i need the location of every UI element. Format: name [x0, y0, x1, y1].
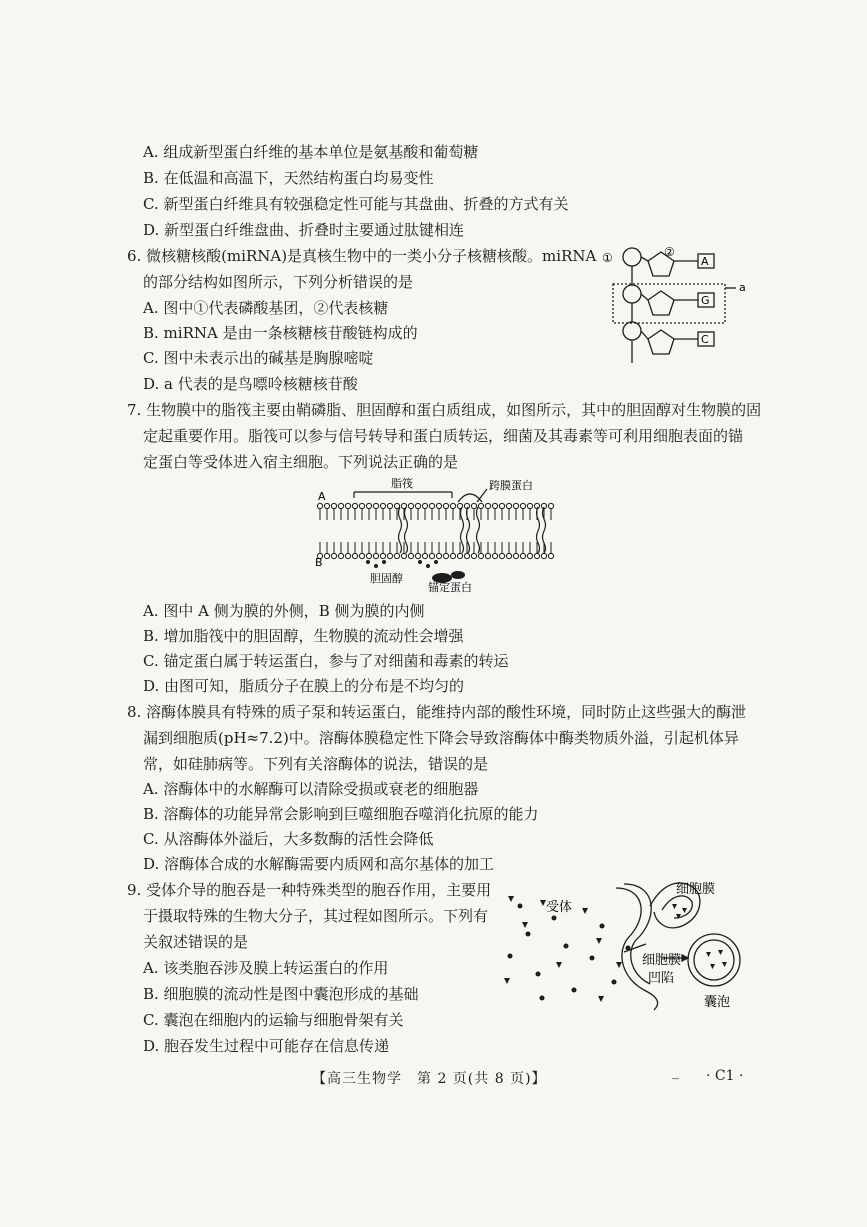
q9-label-pit-line1: 细胞膜: [642, 953, 682, 968]
q9-label-vesicle: 囊泡: [704, 995, 731, 1010]
q5-option-d: D. 新型蛋白纤维盘曲、折叠时主要通过肽键相连: [143, 221, 465, 239]
q6-option-b: B. miRNA 是由一条核糖核苷酸链构成的: [143, 324, 418, 342]
q8-stem-line-2: 漏到细胞质(pH≈7.2)中。溶酶体膜稳定性下降会导致溶酶体中酶类物质外溢，引起机体异: [143, 729, 739, 747]
q8-option-d: D. 溶酶体合成的水解酶需要内质网和高尔基体的加工: [143, 855, 495, 873]
q9-stem-line-1: 9. 受体介导的胞吞是一种特殊类型的胞吞作用，主要用: [127, 881, 492, 899]
q6-label-2: ②: [664, 245, 675, 259]
q5-option-b: B. 在低温和高温下，天然结构蛋白均易变性: [143, 169, 434, 187]
q5-option-a: A. 组成新型蛋白纤维的基本单位是氨基酸和葡萄糖: [143, 143, 479, 161]
q9-stem-line-3: 关叙述错误的是: [143, 933, 249, 951]
lipid-raft-figure: [312, 474, 562, 596]
q7-stem-line-3: 定蛋白等受体进入宿主细胞。下列说法正确的是: [143, 453, 459, 471]
q9-label-pit-line2: 凹陷: [648, 971, 675, 986]
q7-option-a: A. 图中 A 侧为膜的外侧，B 侧为膜的内侧: [143, 602, 425, 620]
q7-stem-line-2: 定起重要作用。脂筏可以参与信号转导和蛋白质转运，细菌及其毒素等可利用细胞表面的锚: [143, 427, 744, 445]
q6-label-a: a: [739, 281, 746, 294]
page-footer: 【高三生物学 第 2 页(共 8 页)】: [312, 1071, 547, 1087]
q7-label-transmembrane: 跨膜蛋白: [489, 479, 533, 492]
q7-option-b: B. 增加脂筏中的胆固醇，生物膜的流动性会增强: [143, 627, 464, 645]
q6-option-d: D. a 代表的是鸟嘌呤核糖核苷酸: [143, 375, 358, 393]
q6-option-c: C. 图中未表示出的碱基是胸腺嘧啶: [143, 349, 374, 367]
q9-option-d: D. 胞吞发生过程中可能存在信息传递: [143, 1037, 390, 1055]
q7-label-cholesterol: 胆固醇: [370, 572, 403, 585]
q6-base-a: A: [701, 255, 709, 268]
q8-option-c: C. 从溶酶体外溢后，大多数酶的活性会降低: [143, 830, 434, 848]
q9-stem-line-2: 于摄取特殊的生物大分子，其过程如图所示。下列有: [143, 907, 489, 925]
q6-stem-line-1: 6. 微核糖核酸(miRNA)是真核生物中的一类小分子核糖核酸。miRNA: [127, 247, 597, 265]
q9-label-receptor: 受体: [546, 900, 573, 915]
mirna-structure-figure: [598, 238, 758, 373]
endocytosis-figure: [496, 878, 766, 1018]
q9-option-c: C. 囊泡在细胞内的运输与细胞骨架有关: [143, 1011, 404, 1029]
q7-option-c: C. 锚定蛋白属于转运蛋白，参与了对细菌和毒素的转运: [143, 652, 509, 670]
q6-label-1: ①: [602, 251, 613, 265]
q7-option-d: D. 由图可知，脂质分子在膜上的分布是不均匀的: [143, 677, 465, 695]
q9-option-a: A. 该类胞吞涉及膜上转运蛋白的作用: [143, 959, 389, 977]
q6-option-a: A. 图中①代表磷酸基团，②代表核糖: [143, 299, 389, 317]
q6-stem-line-2: 的部分结构如图所示，下列分析错误的是: [143, 273, 414, 291]
q8-stem-line-3: 常，如硅肺病等。下列有关溶酶体的说法，错误的是: [143, 755, 489, 773]
q7-label-anchor: 锚定蛋白: [428, 581, 472, 594]
page-code: · C1 ·: [706, 1068, 744, 1084]
q7-stem-line-1: 7. 生物膜中的脂筏主要由鞘磷脂、胆固醇和蛋白质组成，如图所示，其中的胆固醇对生物膜的固: [127, 401, 762, 419]
q9-option-b: B. 细胞膜的流动性是图中囊泡形成的基础: [143, 985, 419, 1003]
q6-base-c: C: [701, 333, 709, 346]
q9-label-cell-membrane: 细胞膜: [676, 882, 716, 897]
q7-side-b: B: [315, 556, 323, 569]
footer-dash: _: [672, 1064, 679, 1080]
q8-stem-line-1: 8. 溶酶体膜具有特殊的质子泵和转运蛋白，能维持内部的酸性环境，同时防止这些强大的酶泄: [127, 703, 747, 721]
q7-side-a: A: [318, 490, 326, 503]
q7-label-raft: 脂筏: [391, 477, 413, 490]
q5-option-c: C. 新型蛋白纤维具有较强稳定性可能与其盘曲、折叠的方式有关: [143, 195, 569, 213]
q8-option-b: B. 溶酶体的功能异常会影响到巨噬细胞吞噬消化抗原的能力: [143, 805, 539, 823]
q8-option-a: A. 溶酶体中的水解酶可以清除受损或衰老的细胞器: [143, 780, 479, 798]
q6-base-g: G: [701, 294, 710, 307]
